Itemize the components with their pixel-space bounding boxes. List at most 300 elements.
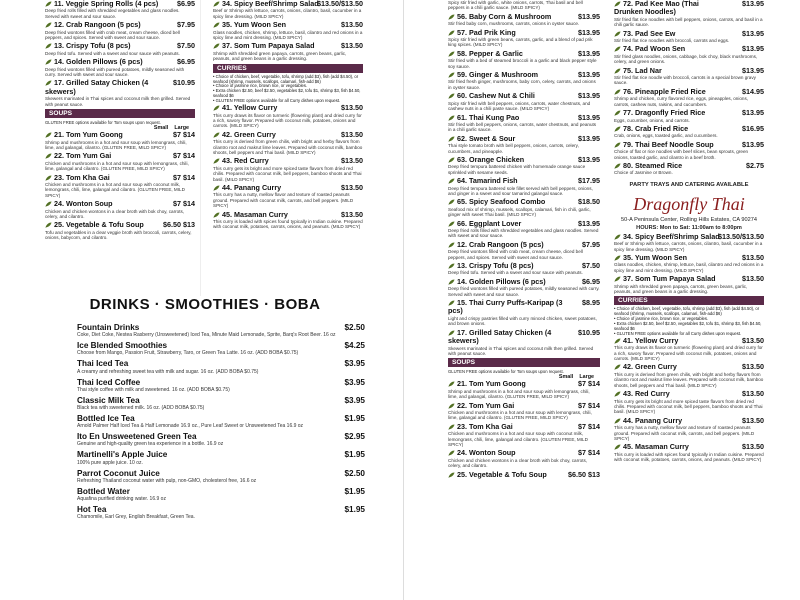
leaf-icon [448, 51, 455, 57]
drink-description: Genuine and high-quality green tea experience in a bottle. 16.9 oz [77, 441, 224, 448]
menu-item-price: $7 $14 [173, 199, 195, 209]
menu-item-title: 75. Lad Nar [623, 65, 662, 75]
menu-item [614, 30, 764, 44]
drink-price: $2.50 [344, 323, 365, 332]
menu-item-title: 34. Spicy Beef/Shrimp Salad [222, 0, 319, 8]
menu-item-description: Chicken and mushrooms in a hot and sour soup with coconut milk, lemongrass, chili, lime, galangal and cilantro. (GLUTEN FREE, MILD SPICY) [45, 181, 185, 198]
menu-item-description: This curry gets its bright and more spiced taste flavors from dried red chilis. Prepared with coconut milk, bell peppers, bamboo shoots and Thai basil. (MILD SPICY) [213, 165, 362, 182]
menu-item-title: 64. Tamarind Fish [457, 176, 518, 186]
menu-item-title: 24. Wonton Soup [54, 199, 113, 209]
leaf-icon [614, 31, 621, 37]
menu-item-title: 37. Som Tum Papaya Salad [222, 41, 315, 51]
drink-item [45, 378, 365, 393]
menu-item-title: 21. Tom Yum Goong [457, 379, 526, 389]
menu-item-title: 72. Pad Kee Mao (Thai Drunken Noodles) [614, 0, 699, 17]
menu-item-description: This curry is loaded with spices found typically in Indian cuisine. Prepared with coconut milk, potatoes, carrots, onions, and peanuts. (MILD SPICY) [213, 219, 363, 230]
menu-item-title: 56. Baby Corn & Mushroom [457, 11, 552, 21]
menu-item [45, 79, 195, 107]
menu-item-price: $7 $14 [578, 379, 600, 389]
menu-item [213, 0, 363, 19]
menu-item-price: $16.95 [742, 123, 764, 133]
curry-note-text: Extra chicken $2.50, beef $2.50, vegetables $2, tofu $1, shrimp $3, fish $4.50, seafood $6 [213, 88, 361, 99]
menu-item-price: $13.50 [341, 103, 363, 113]
menu-item [213, 42, 363, 61]
menu-item-description: Skewers marinated in Thai spices and coconut milk then grilled. Served with peanut sauce. [45, 96, 191, 107]
bullet-icon: • [614, 321, 617, 327]
leaf-icon [45, 1, 52, 7]
bullet-icon: • [213, 73, 216, 79]
drink-description: Chamomile, Earl Grey, English Breakfast, Green Tea. [77, 514, 195, 521]
menu-item-price: $13.95 [578, 112, 600, 122]
menu-item-description: Deep fried wontons filled with pureed potatoes, mildly seasoned with curry. Served with sweet and sour sauce. [45, 66, 185, 78]
soup-list [448, 380, 600, 479]
menu-item-price: $13.50 [742, 335, 764, 345]
menu-item [614, 390, 764, 415]
leaf-icon [213, 185, 220, 191]
curries-header: CURRIES [213, 64, 363, 73]
drink-item [45, 359, 365, 374]
leaf-icon [448, 450, 455, 456]
menu-item-price: $7.50 [177, 41, 195, 51]
bullet-icon: • [213, 98, 216, 104]
menu-item-description: This curry is loaded with spices found typically in Indian cuisine. Prepared with coconut milk, potatoes, carrots, onions, and peanuts. (MILD SPICY) [614, 451, 764, 463]
menu-item-description: This curry is derived from green chilis, with bright and herby flavors from cilantro root and makrut lime leaves. Prepared with coconut milk, bamboo shoots, bell peppers and Thai basil. (MILD SPICY) [614, 371, 764, 388]
drink-name: Thai Iced Coffee [77, 377, 141, 387]
menu-item [448, 262, 600, 276]
leaf-icon [213, 22, 220, 28]
entree-list [448, 0, 600, 356]
menu-item-price: $13.95 [742, 28, 764, 38]
menu-item-description: Thai style tomato broth with bell peppers, onions, carrots, celery, cucumbers, and pineapple. [448, 143, 579, 154]
menu-item-description: This curry has a nutty, mellow flavor and texture of roasted peanuts ground. Prepared with coconut milk, carrots, and bell peppers. (MILD SPICY) [614, 425, 755, 441]
drink-description: Coke, Diet Coke, Nestea Rasberry (Unsweetened) Iced Tea, Minute Maid Lemonade, Sprite, Barq's Root Beer. 16 oz [77, 332, 336, 339]
leaf-icon [614, 110, 621, 116]
menu-item-price: $7.95 [177, 20, 195, 30]
menu-item-title: 43. Red Curry [222, 156, 269, 166]
menu-item-title: 44. Panang Curry [222, 182, 282, 192]
menu-item [448, 71, 600, 90]
menu-item [448, 29, 600, 48]
menu-item-price: $6.95 [177, 0, 195, 8]
leaf-icon [448, 157, 455, 163]
menu-item [45, 21, 195, 40]
menu-item-description: Stir fried with a bed of steamed broccoli in a garlic and black pepper style soy sauce. [448, 58, 597, 69]
menu-item [614, 141, 764, 160]
menu-item [45, 0, 195, 19]
menu-item-price: $13.95 [578, 48, 600, 58]
leaf-icon [448, 30, 455, 36]
menu-item [213, 184, 363, 209]
menu-item-description: Stir fried flat rice noodles with bell peppers, onions, carrots, and basil in a chili garlic sauce. [614, 16, 763, 28]
menu-item-price: $8.95 [582, 298, 600, 308]
menu-item-description: Glass noodles, chicken, shrimp, lettuce, basil, cilantro and red onions in a spicy lime and mint dressing. (MILD SPICY) [614, 262, 764, 273]
menu-item [45, 152, 195, 171]
drink-description: Black tea with sweetened milk. 16 oz. (ADD BOBA $0.75) [77, 405, 205, 412]
drink-name: Ito En Unsweetened Green Tea [77, 432, 197, 442]
curries-header: CURRIES [614, 296, 764, 305]
curry-note-text: Choice of jasmine rice, brown rice, or vegetables. [215, 83, 308, 89]
menu-item [448, 471, 600, 479]
restaurant-hours: HOURS: Mon to Sat: 11:00am to 8:00pm [636, 224, 742, 231]
menu-item-price: $13.50 [341, 41, 363, 51]
leaf-icon [614, 276, 621, 282]
menu-column-3 [448, 0, 600, 481]
drink-item [45, 450, 365, 465]
menu-item-title: 12. Crab Rangoon (5 pcs) [457, 239, 544, 249]
menu-item-title: 41. Yellow Curry [222, 103, 278, 113]
salad-list [614, 233, 764, 295]
menu-item-price: $7 $14 [578, 400, 600, 410]
menu-item-name [448, 241, 600, 249]
drink-description: Aquafina purified drinking water. 16.9 oz [77, 496, 166, 503]
menu-item-title: 41. Yellow Curry [623, 335, 679, 345]
leaf-icon [213, 105, 220, 111]
menu-item-price: $13.50 [341, 129, 363, 139]
soups-header: SOUPS [45, 109, 195, 118]
menu-item-description: Glass noodles, chicken, shrimp, lettuce, basil, cilantro and red onions in a spicy lime and mint dressing. (MILD SPICY) [213, 29, 363, 41]
leaf-icon [213, 1, 220, 7]
curry-list [614, 337, 764, 463]
curry-note-text: Choice of chicken, beef, vegetable, tofu, shrimp (add $3), fish (add $4.50), or seafood (shrimp, mussels, scallops, calamari, fish-add $6) [614, 306, 760, 317]
menu-item-price: $13.50/$13.50 [317, 0, 363, 8]
menu-item-price: $7 $14 [578, 448, 600, 458]
menu-item-price: $13.95 [578, 218, 600, 228]
menu-item-description: Shrimp with shredded green papaya, carrots, green beans, garlic, peanuts, and green beans in a garlic dressing. [213, 50, 347, 62]
menu-item-description: Chicken and mushrooms in a hot and sour soup with lemongrass, chili, lime, galangal and cilantro. (GLUTEN FREE, MILD SPICY) [448, 409, 592, 421]
menu-item-description: Skewers marinated in Thai spices and coconut milk then grilled. Served with peanut sauce. [448, 345, 594, 356]
curry-note-text: Choice of jasmine rice, brown rice, or vegetables. [616, 316, 709, 322]
menu-item [448, 92, 600, 111]
drink-item [45, 505, 365, 520]
menu-item-price: $7 $14 [173, 130, 195, 140]
drink-name: Hot Tea [77, 505, 107, 515]
menu-item [448, 449, 600, 468]
drink-item [45, 323, 365, 338]
bullet-icon: • [213, 88, 216, 94]
drink-price: $2.95 [344, 432, 365, 442]
menu-item-price: $13.95 [578, 27, 600, 37]
soups-note: GLUTEN FREE options available for Tom soups upon request. [448, 369, 564, 375]
menu-item-title: 59. Ginger & Mushroom [457, 70, 539, 80]
menu-item-price: $13.50 [742, 442, 764, 452]
leaf-icon [448, 115, 455, 121]
menu-item [45, 221, 195, 240]
menu-item-description: Deep fried rolls filled with shredded vegetables and glass noodles. Served with sweet and sour sauce. [45, 8, 180, 19]
drink-price: $1.95 [344, 505, 365, 515]
curries-notes [614, 307, 764, 336]
menu-item-description: Stir fried flat rice noodle with broccoli, carrots in a special brown gravy sauce. [614, 75, 756, 86]
menu-item-description: Deep fried rolls filled with shredded vegetables and glass noodles. Served with sweet and sour sauce. [448, 228, 599, 239]
menu-item-title: 77. Dragonfly Fried Rice [623, 108, 706, 118]
leaf-icon [614, 255, 621, 261]
menu-item-title: 42. Green Curry [222, 129, 276, 139]
menu-item-price: $6.50 $13 [163, 220, 195, 230]
leaf-icon [448, 279, 455, 285]
menu-item-price: $7 $14 [173, 172, 195, 182]
bullet-icon: • [614, 330, 617, 336]
menu-item-price: $13.95 [578, 133, 600, 143]
size-small-label: Small [153, 125, 169, 132]
menu-item-name [448, 278, 600, 286]
leaf-icon [448, 199, 455, 205]
salad-list [213, 0, 363, 62]
menu-item-price: $6.95 [582, 276, 600, 286]
restaurant-address: 50-A Peninsula Center, Rolling Hills Estates, CA 90274 [621, 216, 757, 223]
leaf-icon [614, 163, 621, 169]
menu-item-name [45, 42, 195, 50]
menu-item-description: Spicy stir fried with green beans, carrots, garlic, and a blend of pad prik king spices. (MILD SPICY) [448, 37, 593, 48]
menu-item-description: Spicy stir fried with bell peppers, onions, carrots, water chestnuts, and cashew nuts in a chili paste sauce. (MILD SPICY) [448, 100, 591, 112]
menu-item-title: 37. Som Tum Papaya Salad [623, 274, 716, 284]
menu-item [448, 177, 600, 196]
menu-item-title: 11. Veggie Spring Rolls (4 pcs) [54, 0, 159, 8]
bullet-icon: • [213, 83, 216, 89]
menu-item-description: Stir fried glass noodles, onions, cabbage, bok choy, black mushrooms, celery, and green onions. [614, 53, 758, 65]
menu-item-price: $18.50 [578, 197, 600, 207]
leaf-icon [448, 403, 455, 409]
leaf-icon [614, 126, 621, 132]
menu-item-description: Chicken and chicken wontons in a clear broth with bok choy, carrots, celery, and cilantro. [448, 457, 588, 469]
menu-item-description: Stir fried baby corn, mushrooms, carrots, onions in oyster sauce. [448, 21, 580, 27]
menu-item-description: Stir fried flat rice noodles with broccoli, carrots and eggs. [614, 38, 730, 44]
menu-item [614, 233, 764, 252]
leaf-icon [614, 444, 621, 450]
leaf-icon [448, 136, 455, 142]
menu-item-price: $13.50 [742, 252, 764, 262]
menu-item-description: Deep fried tofu. Served with a sweet and sour sauce with peanuts. [45, 50, 180, 56]
menu-item [448, 0, 600, 11]
drink-name: Classic Milk Tea [77, 395, 140, 405]
menu-item [448, 402, 600, 421]
menu-item-price: $13.50 [341, 20, 363, 30]
menu-item-price: $13.95 [742, 44, 764, 54]
menu-item-description: Deep fried wontons filled with pureed potatoes, mildly seasoned with curry. Served with sweet and sour sauce. [448, 286, 600, 297]
menu-item-description: Chicken and mushrooms in a hot and sour soup with lemongrass, chili, lime, galangal and cilantro. (GLUTEN FREE, MILD SPICY) [45, 160, 189, 172]
drink-item [45, 396, 365, 411]
leaf-icon [448, 381, 455, 387]
menu-item [45, 42, 195, 56]
menu-item-price: $13.50 [341, 156, 363, 166]
menu-item [213, 131, 363, 156]
menu-item-title: 13. Crispy Tofu (8 pcs) [457, 261, 534, 271]
page-divider [403, 0, 404, 600]
leaf-icon [614, 68, 621, 74]
menu-item [448, 380, 600, 399]
menu-item-title: 80. Steamed Rice [623, 160, 683, 170]
menu-item-description: Shrimp with shredded green papaya, carrots, green beans, garlic, peanuts, and green beans in a garlic dressing. [614, 283, 748, 294]
menu-item-title: 25. Vegetable & Tofu Soup [457, 469, 547, 479]
menu-item-title: 58. Pepper & Garlic [457, 48, 523, 58]
menu-item-title: 42. Green Curry [623, 362, 677, 372]
menu-item-title: 17. Grilled Satay Chicken (4 skewers) [45, 78, 149, 96]
menu-item-price: $13.95 [578, 70, 600, 80]
menu-item-price: $13.50 [742, 389, 764, 399]
leaf-icon [213, 43, 220, 49]
menu-item-description: Light and crispy pastries filled with curry minced chicken, sweet potatoes, and brown onions. [448, 315, 597, 327]
menu-item [614, 363, 764, 388]
menu-item-description: Spicy stir fried with garlic, white onions, carrots, Thai basil and bell peppers in a chili garlic sauce. (MILD SPICY) [448, 0, 583, 11]
menu-item [614, 337, 764, 362]
menu-item-description: Seafood mix of shrimp, mussels, scallops, calamari, fish in chili, garlic, ginger with sweet Thai basil. (MILD SPICY) [448, 206, 591, 218]
menu-item [448, 50, 600, 69]
menu-item-description: This curry gets its bright and more spiced taste flavors from dried red chilis. Prepared with coconut milk, bell peppers, bamboo shoots and Thai basil. (MILD SPICY) [614, 398, 763, 415]
leaf-icon [45, 22, 52, 28]
leaf-icon [614, 1, 621, 7]
menu-item [614, 443, 764, 462]
menu-item [213, 104, 363, 129]
menu-item-title: 57. Pad Prik King [457, 27, 516, 37]
menu-item-title: 60. Cashew Nut & Chili [457, 91, 535, 101]
drink-description: Choose from Mango, Passion Fruit, Strawberry, Taro, or Green Tea Latte. 16 oz. (ADD BOBA $0.75) [77, 350, 299, 357]
drink-name: Fountain Drinks [77, 323, 140, 332]
menu-item-description: This curry has a nutty, mellow flavor and texture of roasted peanuts ground. Prepared with coconut milk, carrots, and bell peppers. (MILD SPICY) [213, 192, 354, 209]
menu-item [614, 162, 764, 176]
leaf-icon [45, 43, 52, 49]
menu-item [614, 417, 764, 442]
drink-price: $2.50 [344, 468, 365, 478]
menu-item-title: 62. Sweet & Sour [457, 133, 516, 143]
leaf-icon [614, 46, 621, 52]
leaf-icon [448, 300, 455, 306]
menu-item-price: $13.95 [742, 65, 764, 75]
menu-item-price: $6.95 [177, 57, 195, 67]
drink-price: $1.95 [344, 486, 365, 496]
drink-name: Martinelli's Apple Juice [77, 450, 168, 460]
leaf-icon [614, 234, 621, 240]
menu-column-2 [213, 0, 363, 232]
menu-item [45, 174, 195, 199]
menu-item [448, 156, 600, 175]
menu-item [448, 135, 600, 154]
menu-item-title: 15. Thai Curry Puffs-Karipap (3 pcs) [448, 298, 563, 316]
menu-item-price: $10.95 [578, 327, 600, 337]
menu-item [614, 254, 764, 273]
curry-list [213, 104, 363, 230]
drink-name: Bottled Water [77, 486, 130, 496]
appetizer-list [45, 0, 195, 107]
menu-item-description: This curry draws its flavor on turmeric (flowering plant) and dried curry for a rich, savory flavor. Prepared with coconut milk, potatoes, onions and carrots. (MILD SPICY) [614, 345, 763, 362]
menu-item-description: Beef or Shrimp with lettuce, carrots, onions, cilantro, basil, cucumber in a spicy lime dressing. (MILD SPICY) [213, 8, 362, 19]
menu-item-description: Tofu and vegetables in a clear veggie broth with broccoli, carrots, celery, onions, babycorn, and cilantro. [45, 229, 192, 241]
leaf-icon [45, 201, 52, 207]
menu-item-title: 61. Thai Kung Pao [457, 112, 520, 122]
menu-item-title: 22. Tom Yum Gai [54, 151, 112, 161]
drink-name: Thai Iced Tea [77, 359, 129, 369]
restaurant-logo: Dragonfly Thai [633, 193, 745, 214]
menu-item-description: Chicken and mushrooms in a hot and sour soup with coconut milk, lemongrass, chili, lime, galangal and cilantro. (GLUTEN FREE, MILD SPICY) [448, 431, 588, 447]
menu-item-description: Deep fried wontons filled with crab meat, cream cheese, diced bell peppers, and spices. Served with sweet and sour sauce. [448, 249, 583, 260]
menu-item-title: 23. Tom Kha Gai [54, 172, 110, 182]
drink-price: $1.95 [344, 414, 365, 424]
curry-note-text: Choice of chicken, beef, vegetable, tofu, shrimp (add $3), fish (add $4.50), or seafood (shrimp, mussels, scallops, calamari, fish-add $6) [213, 73, 359, 84]
menu-item-title: 45. Masaman Curry [222, 209, 288, 219]
leaf-icon [448, 242, 455, 248]
menu-item-title: 78. Crab Fried Rice [623, 123, 689, 133]
drink-price: $1.95 [344, 450, 365, 460]
menu-item [448, 299, 600, 327]
leaf-icon [213, 158, 220, 164]
menu-item-description: Deep fried wontons filled with crab meat, cream cheese, diced bell peppers, and spices. Served with sweet and sour sauce. [45, 29, 180, 41]
drink-item [45, 341, 365, 356]
drink-description: Thai style coffee with milk and sweetened. 16 oz. (ADD BOBA $0.75) [77, 386, 230, 393]
menu-item-price: $13.50 [341, 182, 363, 192]
menu-item-price: $13.95 [742, 108, 764, 118]
drink-list [45, 323, 365, 520]
menu-item [614, 109, 764, 123]
menu-item-description: Crab, onions, eggs, toasted garlic, and cucumbers. [614, 133, 718, 139]
menu-item-price: $13.50 [742, 415, 764, 425]
size-small-label: Small [558, 374, 574, 381]
menu-item [614, 275, 764, 294]
menu-item-title: 35. Yum Woon Sen [623, 252, 688, 262]
drink-name: Bottled Ice Tea [77, 414, 135, 424]
leaf-icon [448, 221, 455, 227]
menu-item-price: $13.50/$13.50 [718, 231, 764, 241]
drink-item [45, 414, 365, 429]
drink-item [45, 469, 365, 484]
leaf-icon [213, 212, 220, 218]
menu-item-description: Chicken and chicken wontons in a clear broth with bok choy, carrots, celery, and cilantro. [45, 208, 185, 219]
drink-price: $3.95 [344, 377, 365, 387]
menu-item-title: 14. Golden Pillows (6 pcs) [457, 276, 546, 286]
menu-item-title: 22. Tom Yum Gai [457, 400, 515, 410]
menu-item-description: Eggs, cucumber, onions, and carrots. [614, 117, 690, 123]
leaf-icon [448, 330, 455, 336]
menu-item-title: 73. Pad See Ew [623, 28, 676, 38]
noodle-rice-list [614, 0, 764, 176]
drink-item [45, 487, 365, 502]
menu-item-title: 76. Pineapple Fried Rice [623, 86, 706, 96]
menu-item-price: $7 $14 [173, 151, 195, 161]
menu-item [45, 58, 195, 77]
menu-item-title: 12. Crab Rangoon (5 pcs) [54, 20, 141, 30]
menu-item-price: $13.50 [341, 209, 363, 219]
menu-item-description: Choice of flat or rice noodles with beef slices, bean sprouts, green onions, toasted garlic, and cilantro in a beef broth. [614, 149, 749, 160]
menu-item-description: This curry is derived from green chilis, with bright and herby flavors from cilantro root and makrut lime leaves. Prepared with coconut milk, bamboo shoots, bell peppers and Thai basil. (MILD SPICY) [213, 139, 363, 155]
soups-header: SOUPS [448, 358, 600, 367]
menu-item-description: This curry draws its flavor on turmeric (flowering plant) and dried curry for a rich, savory flavor. Prepared with coconut milk, potatoes, onions and carrots. (MILD SPICY) [213, 112, 362, 129]
leaf-icon [614, 364, 621, 370]
menu-item-name [614, 162, 764, 170]
menu-item-price: $7.95 [582, 239, 600, 249]
leaf-icon [614, 142, 621, 148]
curry-note-text: GLUTEN FREE options available for all Curry dishes upon request. [616, 330, 742, 336]
menu-item [448, 241, 600, 260]
menu-item-price: $14.95 [742, 86, 764, 96]
leaf-icon [45, 132, 52, 138]
drink-price: $3.95 [344, 359, 365, 369]
menu-item-description: Deep fried tofu. Served with a sweet and sour sauce with peanuts. [448, 270, 583, 276]
menu-item [45, 200, 195, 219]
menu-item-name [45, 21, 195, 29]
menu-item-title: 23. Tom Kha Gai [457, 421, 513, 431]
curries-notes [213, 75, 363, 104]
menu-item-name [45, 58, 195, 66]
leaf-icon [614, 391, 621, 397]
leaf-icon [614, 89, 621, 95]
menu-item-price: $13.50 [742, 274, 764, 284]
menu-item-title: 44. Panang Curry [623, 415, 683, 425]
menu-item-title: 35. Yum Woon Sen [222, 20, 287, 30]
menu-item-price: $13.95 [742, 0, 764, 8]
menu-item-title: 17. Grilled Satay Chicken (4 skewers) [448, 327, 552, 346]
menu-item-price: $6.50 $13 [568, 469, 600, 479]
menu-item-price: $13.95 [578, 11, 600, 21]
menu-item-name [45, 0, 195, 8]
menu-item-title: 34. Spicy Beef/Shrimp Salad [623, 231, 720, 241]
leaf-icon [448, 14, 455, 20]
leaf-icon [448, 424, 455, 430]
